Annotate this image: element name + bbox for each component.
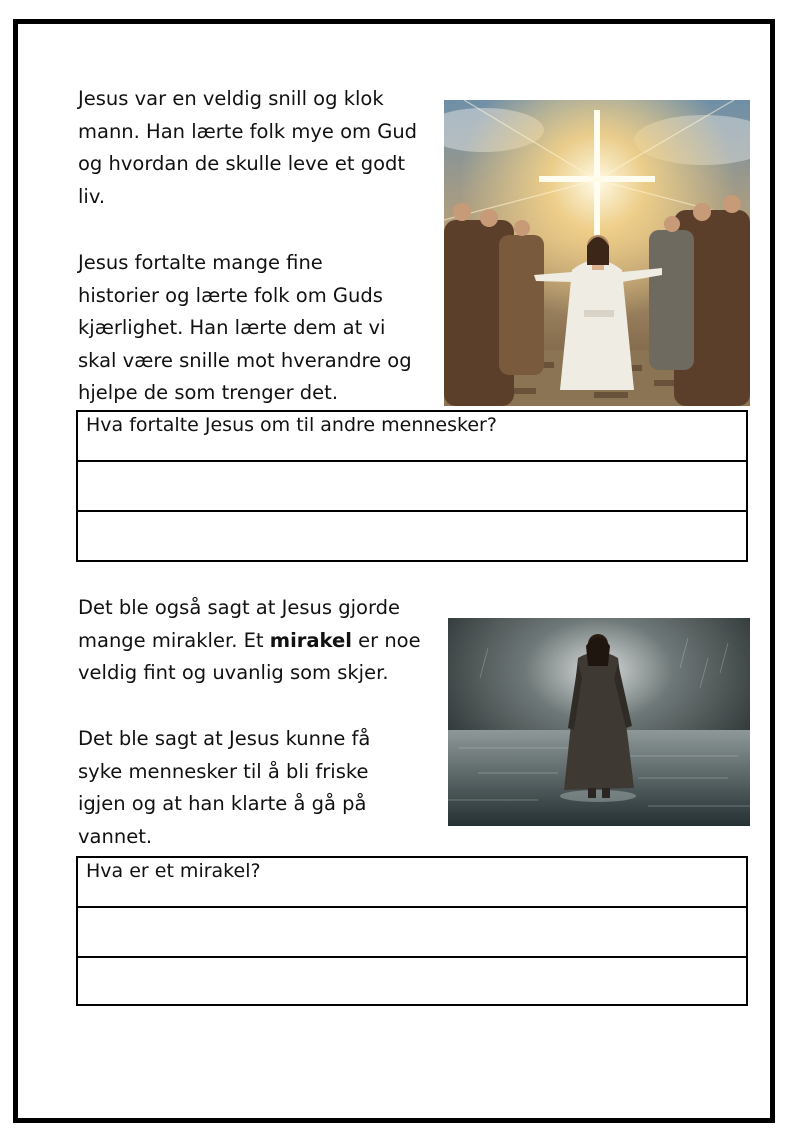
miracle-paragraph: Det ble også sagt at Jesus gjorde mange mirakler. Et mirakel er noe veldig fint og uvanlig som skjer. (78, 596, 421, 685)
question-box-2 (76, 856, 748, 1006)
intro-paragraph: Jesus var en veldig snill og klok mann. Han lærte folk mye om Gud og hvordan de skulle leve et godt liv. (78, 87, 418, 208)
answer-line-2a[interactable] (78, 908, 746, 958)
teaching-paragraph: Jesus fortalte mange fine historier og lærte folk om Guds kjærlighet. Han lærte dem at vi skal være snille mot hverandre og hjelpe de som trenger det. (78, 251, 412, 405)
answer-line-1a[interactable] (78, 462, 746, 512)
jesus-walking-on-water-image (448, 618, 750, 826)
answer-line-1b[interactable] (78, 512, 746, 562)
miracle-keyword: mirakel (269, 628, 352, 652)
question-1-label: Hva fortalte Jesus om til andre mennesker? (78, 412, 746, 462)
answer-line-2b[interactable] (78, 958, 746, 1008)
question-box-1 (76, 410, 748, 562)
healing-paragraph: Det ble sagt at Jesus kunne få syke mennesker til å bli friske igjen og at han klarte å gå på vannet. (78, 727, 371, 848)
jesus-crowd-image (444, 100, 750, 406)
question-2-label: Hva er et mirakel? (78, 858, 746, 908)
